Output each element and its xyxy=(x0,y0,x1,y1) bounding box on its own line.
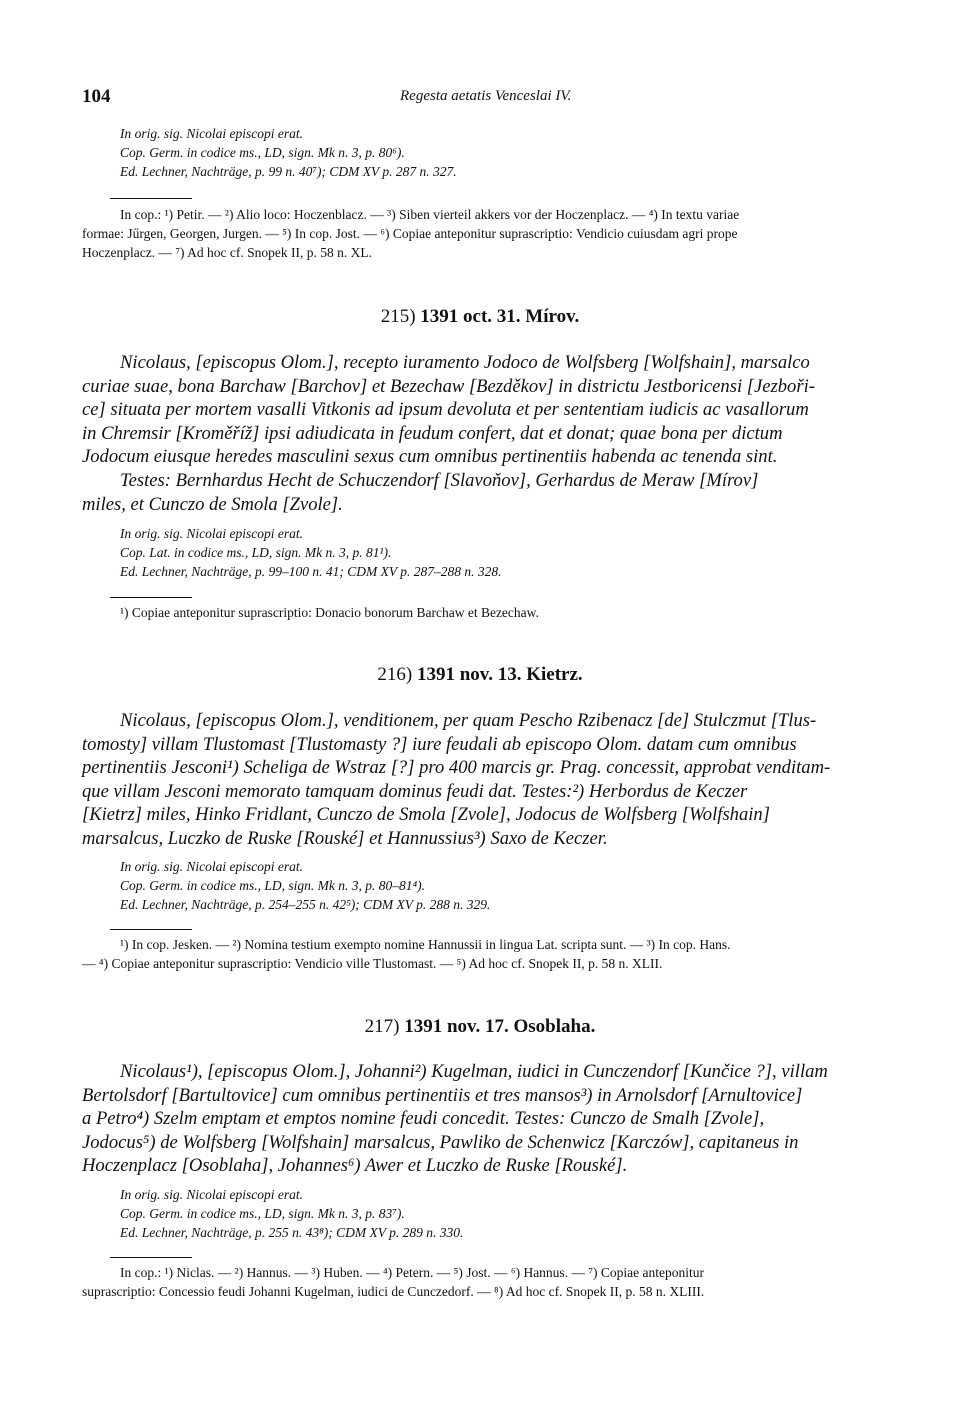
entry-date: 1391 oct. 31. Mírov. xyxy=(420,306,580,327)
entry-body xyxy=(82,709,878,851)
body-line: miles, et Cunczo de Smola [Zvole]. xyxy=(82,493,343,515)
source-line: Ed. Lechner, Nachträge, p. 99 n. 40⁷); CDM XV p. 287 n. 327. xyxy=(120,164,457,179)
entry-number: 217) xyxy=(364,1016,400,1037)
entry-heading xyxy=(82,664,878,686)
entry-body xyxy=(82,1060,878,1178)
footnote-line: Hoczenplacz. — ⁷) Ad hoc cf. Snopek II, p. 58 n. XL. xyxy=(82,245,372,260)
body-line: Hoczenplacz [Osoblaha], Johannes⁶) Awer et Luczko de Ruske [Rouské]. xyxy=(82,1155,628,1177)
footnote-rule xyxy=(110,929,192,930)
source-line: In orig. sig. Nicolai episcopi erat. xyxy=(120,859,303,874)
body-line: Testes: Bernhardus Hecht de Schuczendorf [Slavoňov], Gerhardus de Meraw [Mírov] xyxy=(120,469,759,491)
body-line: Jodocum eiusque heredes masculini sexus cum omnibus pertinentiis habenda ac tenenda sint. xyxy=(82,446,778,468)
source-line: In orig. sig. Nicolai episcopi erat. xyxy=(120,126,303,141)
source-line: Ed. Lechner, Nachträge, p. 254–255 n. 42⁵); CDM XV p. 288 n. 329. xyxy=(120,897,491,912)
source-line: Cop. Lat. in codice ms., LD, sign. Mk n. 3, p. 81¹). xyxy=(120,545,392,560)
body-line: [Kietrz] miles, Hinko Fridlant, Cunczo de Smola [Zvole], Jodocus de Wolfsberg [Wolfshain] xyxy=(82,804,770,826)
entry-body xyxy=(82,351,878,516)
footnote-line: ¹) In cop. Jesken. — ²) Nomina testium exempto nomine Hannussii in lingua Lat. scripta sunt. — ³) In cop. Hans. xyxy=(120,937,731,952)
body-line: marsalcus, Luczko de Ruske [Rouské] et Hannussius³) Saxo de Keczer. xyxy=(82,827,608,849)
body-line: Nicolaus, [episcopus Olom.], recepto iuramento Jodoco de Wolfsberg [Wolfshain], marsalco xyxy=(120,352,810,373)
source-line: Cop. Germ. in codice ms., LD, sign. Mk n. 3, p. 80–81⁴). xyxy=(120,878,426,893)
entry-date: 1391 nov. 13. Kietrz. xyxy=(416,664,583,685)
source-line: In orig. sig. Nicolai episcopi erat. xyxy=(120,526,303,541)
body-line: a Petro⁴) Szelm emptam et emptos nomine feudi concedit. Testes: Cunczo de Smalh [Zvole], xyxy=(82,1108,765,1130)
body-line: que villam Jesconi memorato tamquam dominus feudi dat. Testes:²) Herbordus de Keczer xyxy=(82,780,748,802)
footnote-line: ¹) Copiae anteponitur suprascriptio: Donacio bonorum Barchaw et Bezechaw. xyxy=(120,605,539,620)
entry-footnotes xyxy=(82,1263,878,1301)
page-number: 104 xyxy=(82,86,111,107)
entry-sources xyxy=(82,857,878,914)
body-line: Nicolaus¹), [episcopus Olom.], Johanni²) Kugelman, iudici in Cunczendorf [Kunčice ?], villam xyxy=(120,1061,828,1082)
footnote-rule xyxy=(110,198,192,199)
footnote-rule xyxy=(110,1257,192,1258)
source-line: Cop. Germ. in codice ms., LD, sign. Mk n. 3, p. 80⁶). xyxy=(120,145,405,160)
body-line: in Chremsir [Kroměříž] ipsi adiudicata in feudum confert, dat et donat; quae bona per dictum xyxy=(82,422,783,444)
entry-number: 216) xyxy=(377,664,413,685)
entry-number: 215) xyxy=(380,306,416,327)
entry-heading xyxy=(82,306,878,328)
footnote-rule xyxy=(110,597,192,598)
footnote-line: suprascriptio: Concessio feudi Johanni Kugelman, iudici de Cunczedorf. — ⁸) Ad hoc cf. Snopek II, p. 58 n. XLIII. xyxy=(82,1284,705,1299)
source-line: Cop. Germ. in codice ms., LD, sign. Mk n. 3, p. 83⁷). xyxy=(120,1206,405,1221)
body-line: tomosty] villam Tlustomast [Tlustomasty ?] iure feudali ab episcopo Olom. datam cum omnibus xyxy=(82,733,797,755)
entry-date: 1391 nov. 17. Osoblaha. xyxy=(404,1016,596,1037)
entry-footnotes xyxy=(82,935,878,973)
footnote-line: In cop.: ¹) Petir. — ²) Alio loco: Hoczenblacz. — ³) Siben vierteil akkers vor der Hoczenplacz. — ⁴) In textu variae xyxy=(120,207,740,222)
footnote-line: formae: Jűrgen, Georgen, Jurgen. — ⁵) In cop. Jost. — ⁶) Copiae anteponitur suprascriptio: Vendicio cuiusdam agri prope xyxy=(82,226,738,241)
footnote-line: In cop.: ¹) Niclas. — ²) Hannus. — ³) Huben. — ⁴) Petern. — ⁵) Jost. — ⁶) Hannus. — ⁷) Copiae anteponitur xyxy=(120,1265,704,1280)
top-footnotes xyxy=(82,205,878,262)
source-line: Ed. Lechner, Nachträge, p. 99–100 n. 41; CDM XV p. 287–288 n. 328. xyxy=(120,564,502,579)
body-line: Bertolsdorf [Bartultovice] cum omnibus pertinentiis et tres mansos³) in Arnolsdorf [Arnultovice] xyxy=(82,1084,803,1106)
entry-heading xyxy=(82,1016,878,1038)
footnote-line: — ⁴) Copiae anteponitur suprascriptio: Vendicio ville Tlustomast. — ⁵) Ad hoc cf. Snopek II, p. 58 n. XLII. xyxy=(82,956,663,971)
body-line: ce] situata per mortem vasalli Vitkonis ad ipsum devoluta et per sententiam iudicis ac vasallorum xyxy=(82,399,809,421)
source-line: Ed. Lechner, Nachträge, p. 255 n. 43⁸); CDM XV p. 289 n. 330. xyxy=(120,1225,464,1240)
entry-sources xyxy=(82,524,878,581)
running-title: Regesta aetatis Venceslai IV. xyxy=(400,88,572,104)
source-line: In orig. sig. Nicolai episcopi erat. xyxy=(120,1187,303,1202)
body-line: Nicolaus, [episcopus Olom.], venditionem, per quam Pescho Rzibenacz [de] Stulczmut [Tlus- xyxy=(120,710,817,731)
entry-sources xyxy=(82,1185,878,1242)
body-line: curiae suae, bona Barchaw [Barchov] et Bezechaw [Bezděkov] in districtu Jestboricensi [Jezboři- xyxy=(82,375,815,397)
body-line: pertinentiis Jesconi¹) Scheliga de Wstraz [?] pro 400 marcis gr. Prag. concessit, approbat venditam- xyxy=(82,757,831,779)
entry-footnotes xyxy=(82,603,878,622)
body-line: Jodocus⁵) de Wolfsberg [Wolfshain] marsalcus, Pawliko de Schenwicz [Karczów], capitaneus in xyxy=(82,1131,799,1153)
top-sources xyxy=(82,124,878,181)
